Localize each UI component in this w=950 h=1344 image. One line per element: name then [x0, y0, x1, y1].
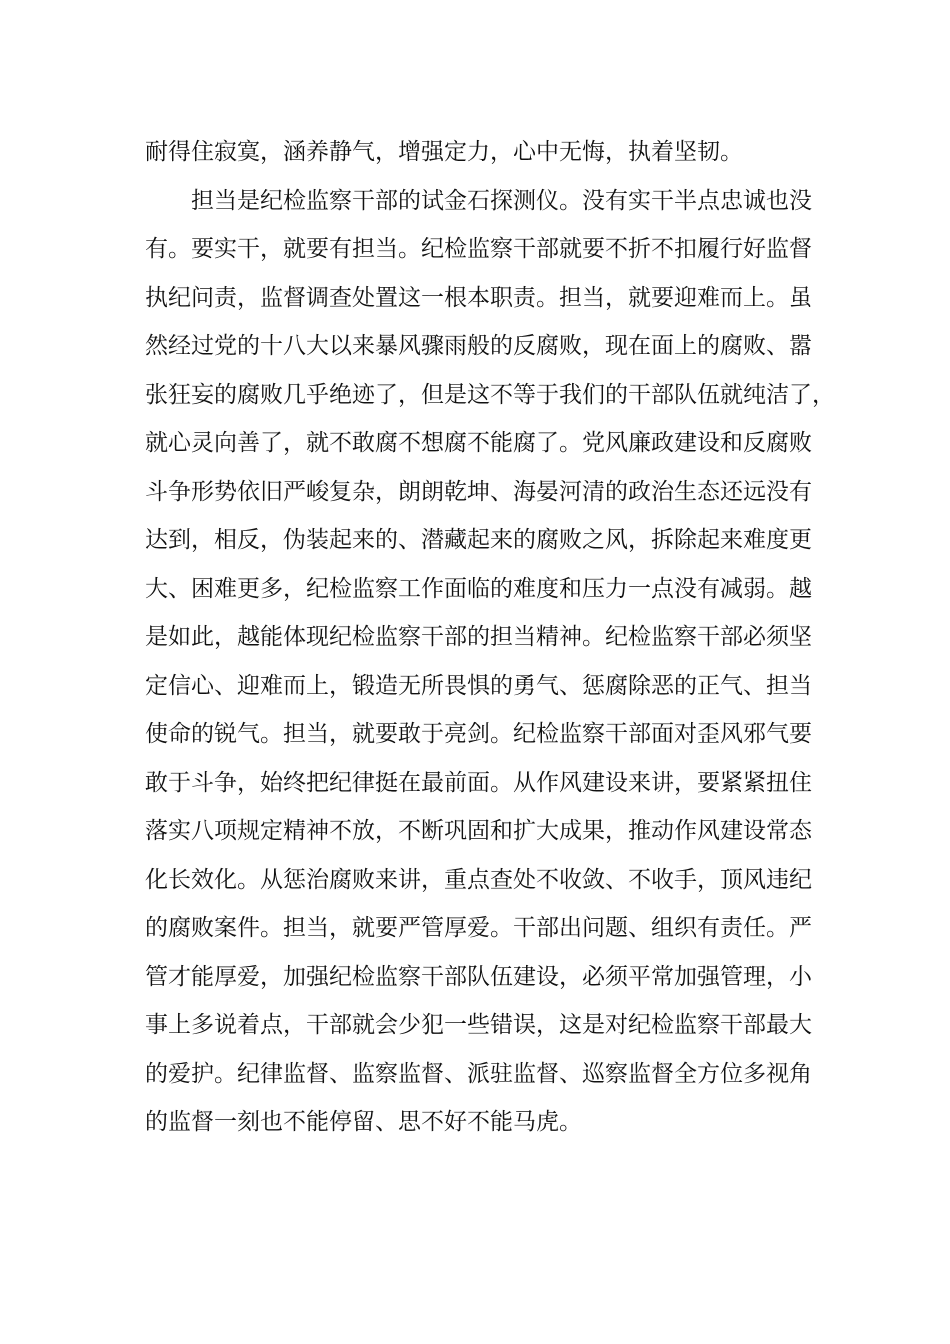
text-line: 管才能厚爱，加强纪检监察干部队伍建设，必须平常加强管理，小: [145, 963, 812, 990]
text-line: 然经过党的十八大以来暴风骤雨般的反腐败，现在面上的腐败、嚣: [145, 333, 812, 359]
text-line: 事上多说着点，干部就会少犯一些错误，这是对纪检监察干部最大: [145, 1012, 812, 1038]
text-line: 耐得住寂寞，涵养静气，增强定力，心中无悔，执着坚韧。: [145, 139, 743, 165]
text-line: 落实八项规定精神不放，不断巩固和扩大成果，推动作风建设常态: [145, 818, 812, 844]
text-line: 大、困难更多，纪检监察工作面临的难度和压力一点没有减弱。越: [145, 575, 812, 602]
body-text: [145, 128, 835, 1147]
text-line: 斗争形势依旧严峻复杂，朗朗乾坤、海晏河清的政治生态还远没有: [145, 478, 812, 505]
text-line: 达到，相反，伪装起来的、潜藏起来的腐败之风，拆除起来难度更: [145, 527, 812, 553]
text-line: 有。要实干，就要有担当。纪检监察干部就要不折不扣履行好监督: [145, 236, 812, 262]
text-line: 是如此，越能体现纪检监察干部的担当精神。纪检监察干部必须坚: [145, 624, 812, 650]
text-line: 张狂妄的腐败几乎绝迹了，但是这不等于我们的干部队伍就纯洁了，: [145, 381, 835, 408]
paragraph-last-line: 的监督一刻也不能停留、思不好不能马虎。: [145, 1109, 582, 1135]
text-line: 定信心、迎难而上，锻造无所畏惧的勇气、惩腐除恶的正气、担当: [145, 672, 812, 699]
text-line: 的腐败案件。担当，就要严管厚爱。干部出问题、组织有责任。严: [145, 915, 812, 941]
text-line: 的爱护。纪律监督、监察监督、派驻监督、巡察监督全方位多视角: [145, 1060, 812, 1087]
text-line: 化长效化。从惩治腐败来讲，重点查处不收敛、不收手，顶风违纪: [145, 866, 812, 893]
text-line: 执纪问责，监督调查处置这一根本职责。担当，就要迎难而上。虽: [145, 284, 812, 311]
text-line: 使命的锐气。担当，就要敢于亮剑。纪检监察干部面对歪风邪气要: [145, 721, 812, 747]
paragraph-first-line: 担当是纪检监察干部的试金石探测仪。没有实干半点忠诚也没: [191, 187, 812, 214]
text-line: 敢于斗争，始终把纪律挺在最前面。从作风建设来讲，要紧紧扭住: [145, 769, 812, 796]
text-line: 就心灵向善了，就不敢腐不想腐不能腐了。党风廉政建设和反腐败: [145, 430, 812, 456]
